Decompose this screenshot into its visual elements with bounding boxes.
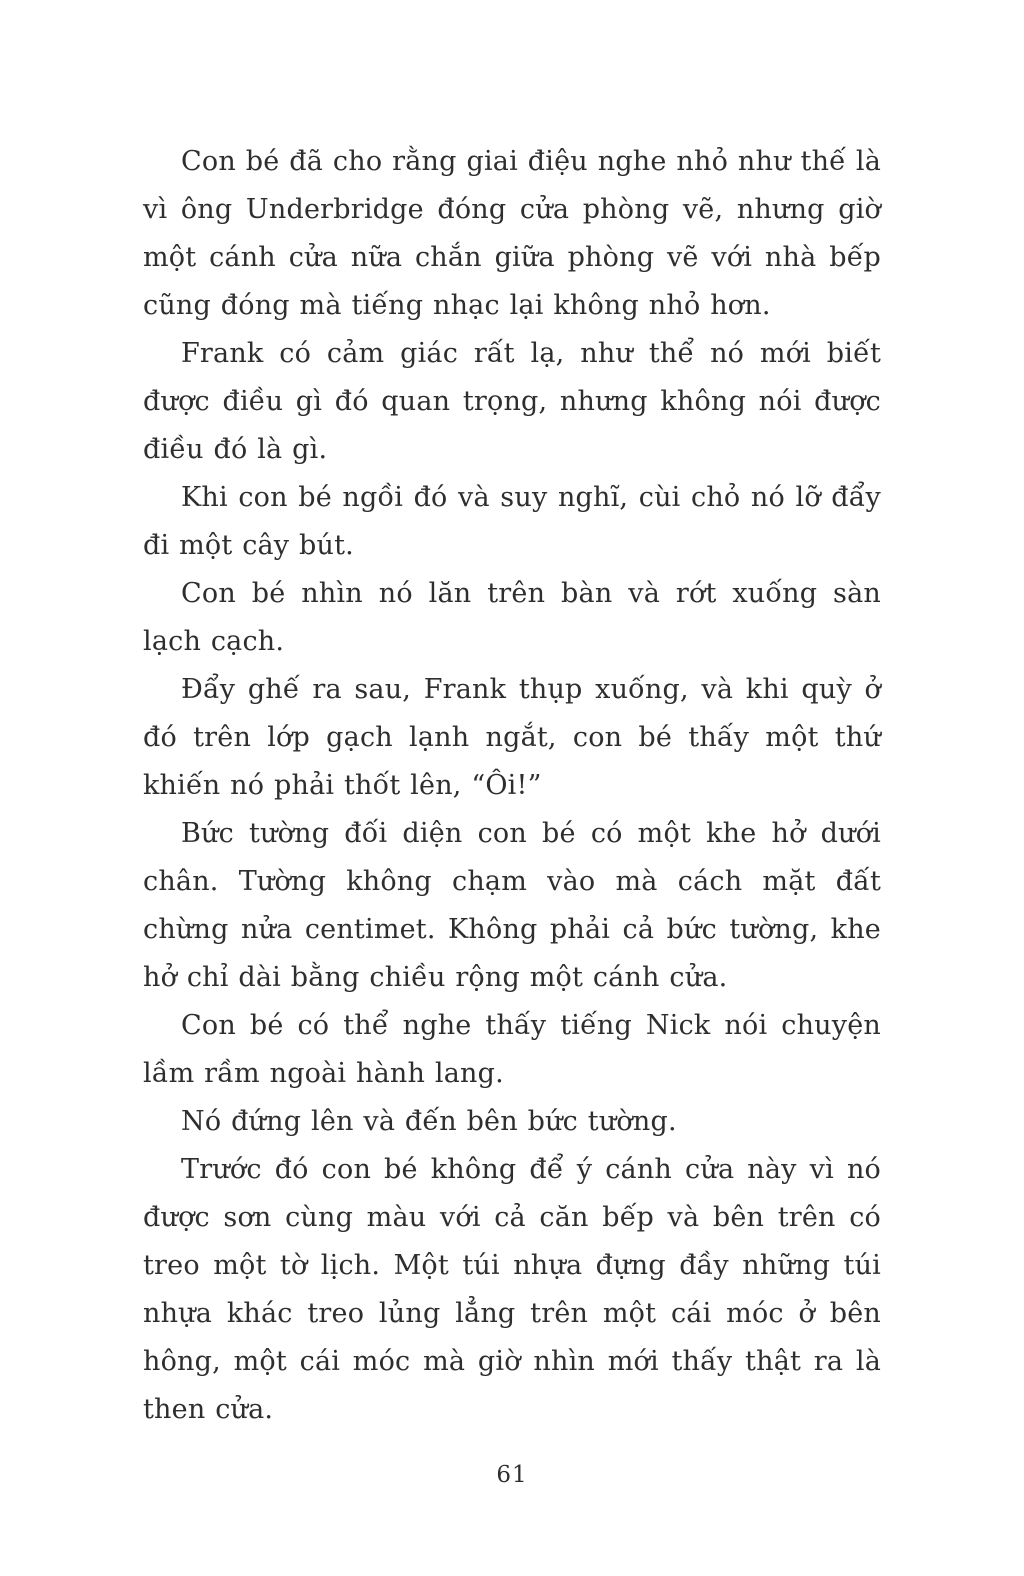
paragraph: Trước đó con bé không để ý cánh cửa này vì nó được sơn cùng màu với cả căn bếp và bên trên có treo một tờ lịch. Một túi nhựa đựng đầy những túi nhựa khác treo lủng lẳng trên một cái móc ở bên hông, một cái móc mà giờ nhìn mới thấy thật ra là then cửa. bbox=[143, 1154, 881, 1425]
paragraph: Khi con bé ngồi đó và suy nghĩ, cùi chỏ nó lỡ đẩy đi một cây bút. bbox=[143, 482, 881, 561]
paragraph: Con bé đã cho rằng giai điệu nghe nhỏ như thế là vì ông Underbridge đóng cửa phòng vẽ, nhưng giờ một cánh cửa nữa chắn giữa phòng vẽ với nhà bếp cũng đóng mà tiếng nhạc lại không nhỏ hơn. bbox=[143, 146, 881, 321]
paragraph: Bức tường đối diện con bé có một khe hở dưới chân. Tường không chạm vào mà cách mặt đất chừng nửa centimet. Không phải cả bức tường, khe hở chỉ dài bằng chiều rộng một cánh cửa. bbox=[143, 818, 881, 993]
book-page-text-block bbox=[143, 138, 881, 1434]
paragraph: Đẩy ghế ra sau, Frank thụp xuống, và khi quỳ ở đó trên lớp gạch lạnh ngắt, con bé thấy một thứ khiến nó phải thốt lên, “Ôi!” bbox=[143, 674, 881, 801]
paragraph: Con bé có thể nghe thấy tiếng Nick nói chuyện lầm rầm ngoài hành lang. bbox=[143, 1010, 881, 1089]
paragraph: Nó đứng lên và đến bên bức tường. bbox=[181, 1106, 677, 1137]
page-number: 61 bbox=[496, 1462, 528, 1488]
paragraph: Con bé nhìn nó lăn trên bàn và rớt xuống sàn lạch cạch. bbox=[143, 578, 881, 657]
paragraph: Frank có cảm giác rất lạ, như thể nó mới biết được điều gì đó quan trọng, nhưng không nói được điều đó là gì. bbox=[143, 338, 881, 465]
